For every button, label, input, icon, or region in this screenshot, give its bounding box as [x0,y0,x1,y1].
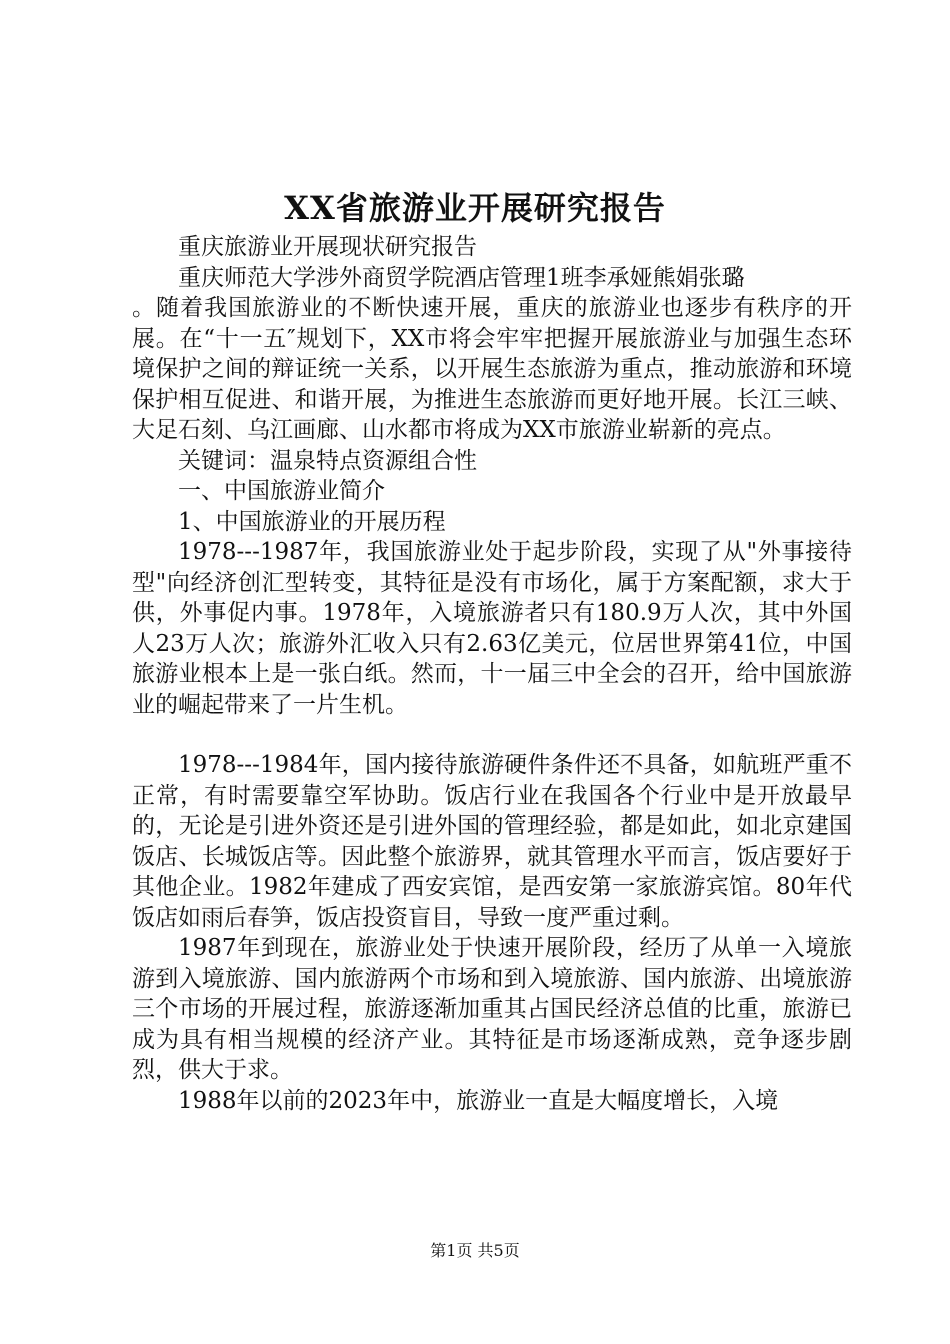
document-title: XX省旅游业开展研究报告 [284,189,666,227]
paragraph-history-3: 1987年到现在，旅游业处于快速开展阶段，经历了从单一入境旅游到入境旅游、国内旅游两个市场和到入境旅游、国内旅游、出境旅游三个市场的开展过程，旅游逐渐加重其占国民经济总值的比重，旅游已成为具有相当规模的经济产业。其特征是市场逐渐成熟，竞争逐步剧烈，供大于求。 [132,935,852,1083]
paragraph-abstract: 。随着我国旅游业的不断快速开展，重庆的旅游业也逐步有秩序的开展。在“十一五″规划下，XX市将会牢牢把握开展旅游业与加强生态环境保护之间的辩证统一关系，以开展生态旅游为重点，推动旅游和环境保护相互促进、和谐开展，为推进生态旅游而更好地开展。长江三峡、大足石刻、乌江画廊、山水都市将成为XX市旅游业崭新的亮点。 [132,295,852,443]
paragraph-authors: 重庆师范大学涉外商贸学院酒店管理1班李承娅熊娟张璐 [178,264,745,291]
paragraph-history-2: 1978---1984年，国内接待旅游硬件条件还不具备，如航班严重不正常，有时需要靠空军协助。饭店行业在我国各个行业中是开放最早的，无论是引进外资还是引进外国的管理经验，都是如此，如北京建国饭店、长城饭店等。因此整个旅游界，就其管理水平而言，饭店要好于其他企业。1982年建成了西安宾馆，是西安第一家旅游宾馆。80年代饭店如雨后春笋，饭店投资盲目，导致一度严重过剩。 [132,752,852,931]
section-heading: 一、中国旅游业简介 [178,478,385,504]
document-body [132,232,852,1116]
paragraph-subtitle: 重庆旅游业开展现状研究报告 [178,234,477,260]
paragraph-keywords: 关键词：温泉特点资源组合性 [178,447,477,474]
paragraph-history-4: 1988年以前的2023年中，旅游业一直是大幅度增长，入境 [178,1087,779,1114]
page-footer: 第1页 共5页 [430,1241,520,1260]
subsection-heading: 1、中国旅游业的开展历程 [178,508,446,535]
paragraph-history-1: 1978---1987年，我国旅游业处于起步阶段，实现了从"外事接待型"向经济创汇型转变，其特征是没有市场化，属于方案配额，求大于供，外事促内事。1978年，入境旅游者只有180.9万人次，其中外国人23万人次；旅游外汇收入只有2.63亿美元，位居世界第41位，中国旅游业根本上是一张白纸。然而，十一届三中全会的召开，给中国旅游业的崛起带来了一片生机。 [132,539,852,718]
